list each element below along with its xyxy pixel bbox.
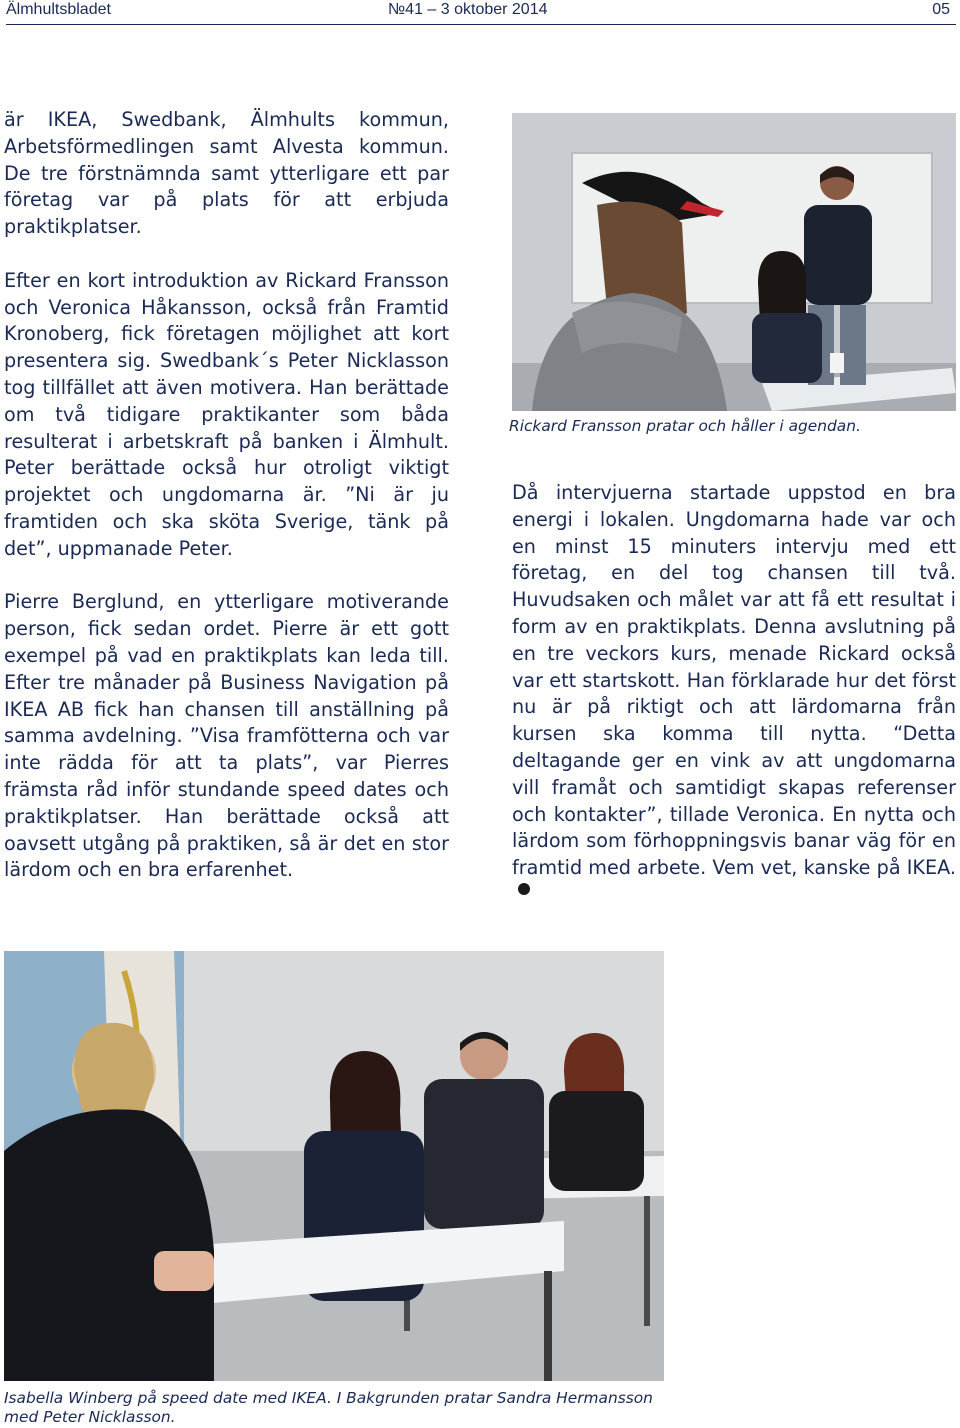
end-of-article-dot-icon: [518, 883, 530, 895]
article-paragraph-2: Efter en kort introduktion av Rickard Fransson och Veronica Håkansson, också från Framtid Kronoberg, fick företagen möjlighet att kort presentera sig. Swedbank´s Peter Nicklasson tog tillfället att även motivera. Han berättade om två tidigare praktikanter som båda resulterat i arbetskraft på banken i Älmhult. Peter berättade också hur otroligt viktigt projektet och ungdomarna är. ”Ni är ju framtiden och ska sköta Sverige, tänk på det”, uppmanade Peter.: [4, 268, 449, 560]
photo-caption-top: Rickard Fransson pratar och håller i agendan.: [509, 417, 861, 435]
left-article-column: [4, 107, 449, 884]
issue-date: №41 – 3 oktober 2014: [388, 1, 548, 18]
header-divider: [6, 24, 956, 25]
photo-caption-bottom: Isabella Winberg på speed date med IKEA. I Bakgrunden pratar Sandra Hermansson med Peter Nicklasson.: [4, 1389, 653, 1426]
right-article-column: [512, 480, 956, 909]
page-header: [0, 0, 960, 26]
photo-speed-date: [4, 951, 664, 1381]
page-number: 05: [932, 1, 950, 18]
newspaper-name: Älmhultsbladet: [6, 1, 111, 18]
photo-presentation: [512, 113, 956, 411]
article-paragraph-3: Pierre Berglund, en ytterligare motiverande person, fick sedan ordet. Pierre är ett gott exempel på vad en praktikplats kan leda till. Efter tre månader på Business Navigation på IKEA AB fick han chansen till anställning på samma avdelning. ”Visa framfötterna och var inte rädda för att ta plats”, var Pierres främsta råd inför stundande speed dates och praktikplatser. Han berättade också att oavsett utgång på praktiken, så är det en stor lärdom och en bra erfarenhet.: [4, 590, 449, 882]
article-paragraph-4: [512, 480, 956, 909]
article-paragraph-1: är IKEA, Swedbank, Älmhults kommun, Arbetsförmedlingen samt Alvesta kommun. De tre förstnämnda samt ytterligare ett par företag var på plats för att erbjuda praktikplatser.: [4, 108, 449, 239]
closing-paragraph-text: Då intervjuerna startade uppstod en bra energi i lokalen. Ungdomarna hade var och en minst 15 minuters intervju med ett företag, en del tog chansen till två. Huvudsaken och målet var att få ett resultat i form av en praktikplats. Denna avslutning på en tre veckors kurs, menade Rickard också var ett startskott. Han förklarade hur det först nu är på riktigt och att lärdomarna från kursen ska komma till nytta. “Detta deltagande ger en vink av att ungdomarna vill framåt och samtidigt skapas referenser och kontakter”, tillade Veronica. En nytta och lärdom som förhoppningsvis banar väg för en framtid med arbete. Vem vet, kanske på IKEA.: [512, 481, 956, 880]
